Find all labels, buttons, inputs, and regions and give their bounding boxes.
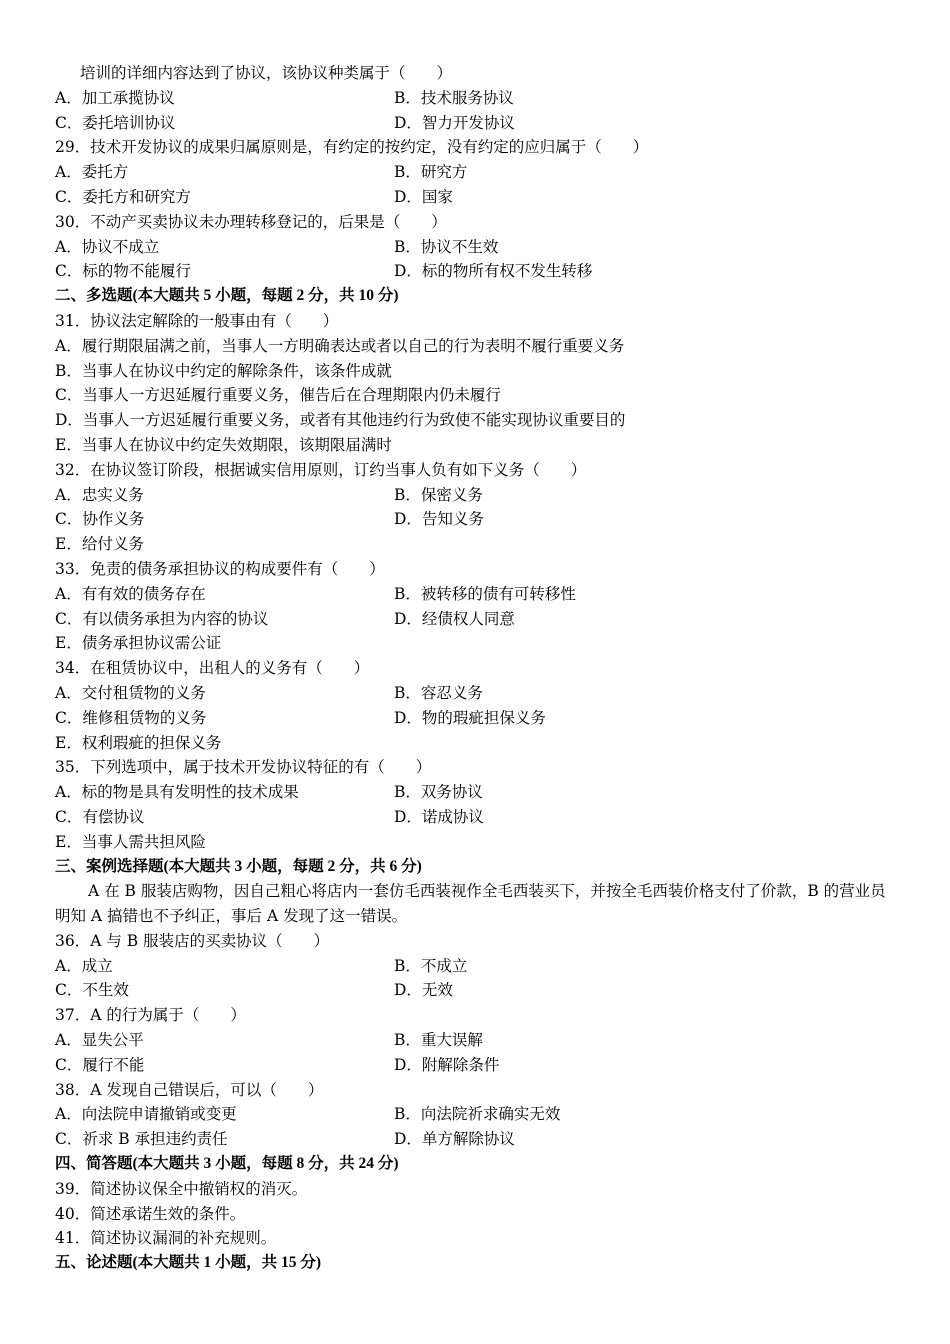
option-c: C．祈求 B 承担违约责任 xyxy=(55,1130,228,1149)
question-33-options-cd xyxy=(0,607,950,632)
question-31-option-b: B．当事人在协议中约定的解除条件，该条件成就 xyxy=(55,361,392,380)
question-38-stem: 38．A 发现自己错误后，可以（ ） xyxy=(55,1080,324,1099)
option-c: C．不生效 xyxy=(55,981,129,1000)
question-31-option-a: A．履行期限届满之前，当事人一方明确表达或者以自己的行为表明不履行重要义务 xyxy=(55,336,625,355)
option-a: A．有有效的债务存在 xyxy=(55,584,206,603)
option-b: B．被转移的债有可转移性 xyxy=(394,584,576,603)
question-34-stem: 34．在租赁协议中，出租人的义务有（ ） xyxy=(55,659,370,678)
question-36-stem: 36．A 与 B 服装店的买卖协议（ ） xyxy=(55,931,330,950)
question-36-options-cd xyxy=(0,978,950,1003)
exam-page xyxy=(0,61,950,1276)
question-34-option-e: E．权利瑕疵的担保义务 xyxy=(55,733,222,752)
question-29-options-ab xyxy=(0,160,950,185)
option-a: A．标的物是具有发明性的技术成果 xyxy=(55,783,299,802)
question-37-options-cd xyxy=(0,1053,950,1078)
question-33-options-ab xyxy=(0,582,950,607)
option-d: D．标的物所有权不发生转移 xyxy=(394,262,593,281)
question-37-stem: 37．A 的行为属于（ ） xyxy=(55,1006,246,1025)
question-35-options-cd xyxy=(0,805,950,830)
question-29-options-cd xyxy=(0,185,950,210)
option-c: C．有偿协议 xyxy=(55,807,145,826)
question-34-options-cd xyxy=(0,706,950,731)
question-39: 39．简述协议保全中撤销权的消灭。 xyxy=(55,1179,308,1198)
question-37-options-ab xyxy=(0,1028,950,1053)
option-a: A．协议不成立 xyxy=(55,237,160,256)
option-d: D．物的瑕疵担保义务 xyxy=(394,708,546,727)
question-32-options-cd xyxy=(0,507,950,532)
option-d: D．单方解除协议 xyxy=(394,1130,515,1149)
option-a: A．委托方 xyxy=(55,163,129,182)
option-d: D．智力开发协议 xyxy=(394,113,515,132)
option-d: D．国家 xyxy=(394,187,453,206)
option-b: B．协议不生效 xyxy=(394,237,499,256)
option-b: B．向法院祈求确实无效 xyxy=(394,1105,561,1124)
option-a: A．成立 xyxy=(55,956,113,975)
option-d: D．诺成协议 xyxy=(394,807,484,826)
question-33-option-e: E．债务承担协议需公证 xyxy=(55,634,222,653)
question-40: 40．简述承诺生效的条件。 xyxy=(55,1204,246,1223)
option-c: C．委托方和研究方 xyxy=(55,187,191,206)
option-d: D．经债权人同意 xyxy=(394,609,515,628)
question-31-option-c: C．当事人一方迟延履行重要义务，催告后在合理期限内仍未履行 xyxy=(55,386,501,405)
option-b: B．研究方 xyxy=(394,163,468,182)
section-heading-essay: 五、论述题(本大题共 1 小题，共 15 分) xyxy=(55,1254,322,1272)
section-heading-case: 三、案例选择题(本大题共 3 小题，每题 2 分，共 6 分) xyxy=(55,857,422,875)
question-33-stem: 33．免责的债务承担协议的构成要件有（ ） xyxy=(55,559,385,578)
question-31-stem: 31．协议法定解除的一般事由有（ ） xyxy=(55,311,339,330)
question-35-stem: 35．下列选项中，属于技术开发协议特征的有（ ） xyxy=(55,758,432,777)
option-c: C．委托培训协议 xyxy=(55,113,176,132)
question-28-options-cd xyxy=(0,111,950,136)
question-36-options-ab xyxy=(0,954,950,979)
section-heading-short-answer: 四、简答题(本大题共 3 小题，每题 8 分，共 24 分) xyxy=(55,1155,399,1173)
section-heading-multiple-choice: 二、多选题(本大题共 5 小题，每题 2 分，共 10 分) xyxy=(55,287,399,305)
option-b: B．重大误解 xyxy=(394,1031,483,1050)
question-38-options-cd xyxy=(0,1127,950,1152)
option-d: D．附解除条件 xyxy=(394,1055,500,1074)
option-b: B．技术服务协议 xyxy=(394,88,514,107)
option-a: A．交付租赁物的义务 xyxy=(55,683,206,702)
option-b: B．保密义务 xyxy=(394,485,483,504)
option-b: B．双务协议 xyxy=(394,783,483,802)
option-b: B．不成立 xyxy=(394,956,468,975)
question-34-options-ab xyxy=(0,681,950,706)
question-30-stem: 30．不动产买卖协议未办理转移登记的，后果是（ ） xyxy=(55,212,447,231)
option-a: A．向法院申请撤销或变更 xyxy=(55,1105,237,1124)
question-28-options-ab xyxy=(0,86,950,111)
question-31-option-d: D．当事人一方迟延履行重要义务，或者有其他违约行为致使不能实现协议重要目的 xyxy=(55,411,626,430)
option-c: C．标的物不能履行 xyxy=(55,262,191,281)
option-c: C．协作义务 xyxy=(55,510,145,529)
question-30-options-ab xyxy=(0,235,950,260)
question-35-options-ab xyxy=(0,780,950,805)
option-c: C．履行不能 xyxy=(55,1055,145,1074)
question-32-stem: 32．在协议签订阶段，根据诚实信用原则，订约当事人负有如下义务（ ） xyxy=(55,460,587,479)
option-d: D．无效 xyxy=(394,981,453,1000)
option-d: D．告知义务 xyxy=(394,510,484,529)
question-38-options-ab xyxy=(0,1102,950,1127)
option-b: B．容忍义务 xyxy=(394,683,483,702)
option-a: A．加工承揽协议 xyxy=(55,88,175,107)
question-32-options-ab xyxy=(0,483,950,508)
question-35-option-e: E．当事人需共担风险 xyxy=(55,832,206,851)
question-32-option-e: E．给付义务 xyxy=(55,535,144,554)
case-paragraph: A 在 B 服装店购物，因自己粗心将店内一套仿毛西装视作全毛西装买下，并按全毛西装价格支付了价款，B 的营业员明知 A 搞错也不予纠正，事后 A 发现了这一错误。 xyxy=(55,882,886,926)
option-a: A．忠实义务 xyxy=(55,485,144,504)
question-31-option-e: E．当事人在协议中约定失效期限，该期限届满时 xyxy=(55,435,392,454)
question-28-continuation: 培训的详细内容达到了协议，该协议种类属于（ ） xyxy=(80,64,453,82)
option-a: A．显失公平 xyxy=(55,1031,144,1050)
option-c: C．维修租赁物的义务 xyxy=(55,708,207,727)
option-c: C．有以债务承担为内容的协议 xyxy=(55,609,269,628)
question-29-stem: 29．技术开发协议的成果归属原则是，有约定的按约定，没有约定的应归属于（ ） xyxy=(55,138,649,157)
question-30-options-cd xyxy=(0,259,950,284)
question-41: 41．简述协议漏洞的补充规则。 xyxy=(55,1229,277,1248)
